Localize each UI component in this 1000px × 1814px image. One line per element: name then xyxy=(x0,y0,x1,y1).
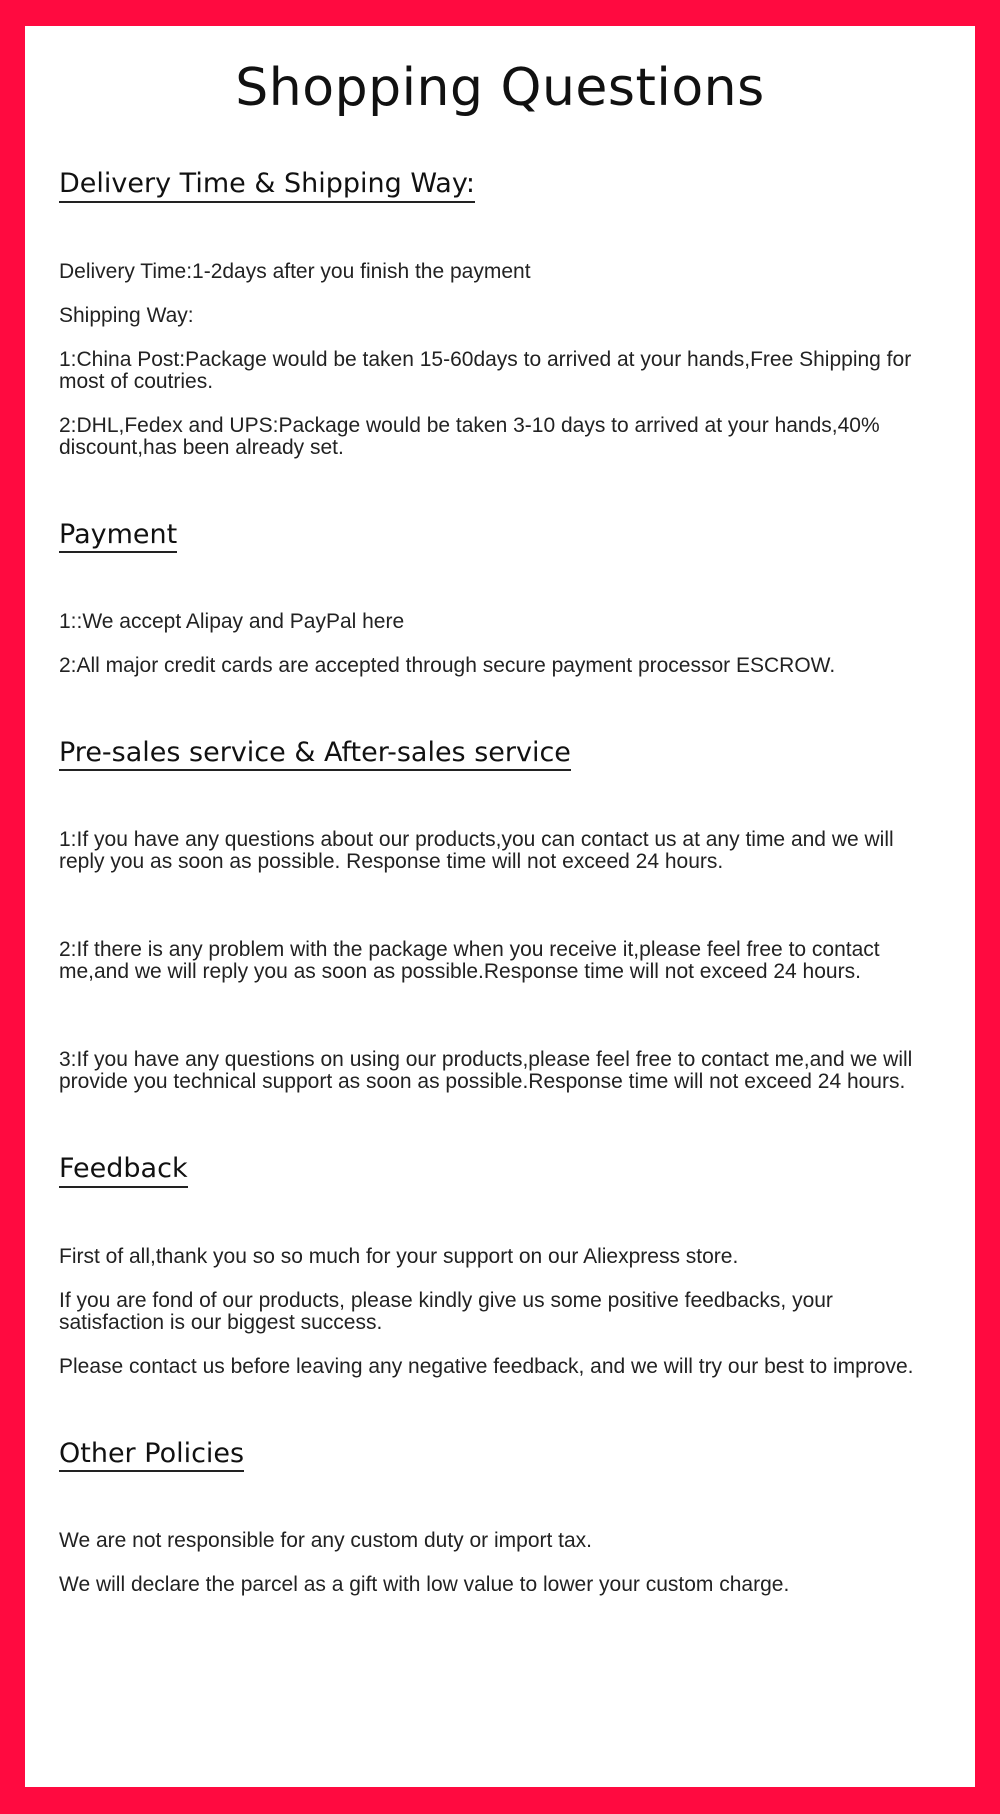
paragraph: Delivery Time:1-2days after you finish the payment xyxy=(59,259,531,283)
paragraph: 2:All major credit cards are accepted through secure payment processor ESCROW. xyxy=(59,653,836,677)
section-heading-feedback: Feedback xyxy=(59,1153,188,1187)
paragraph: We are not responsible for any custom duty or import tax. xyxy=(59,1529,593,1553)
section-delivery xyxy=(59,168,941,458)
paragraph: 1:If you have any questions about our products,you can contact us at any time and we will reply you as soon as possible. Response time will not exceed 24 hours. xyxy=(59,828,894,874)
paragraph: If you are fond of our products, please kindly give us some positive feedbacks, your satisfaction is our biggest success. xyxy=(59,1288,833,1334)
content-panel xyxy=(25,26,975,1787)
paragraph: Please contact us before leaving any negative feedback, and we will try our best to improve. xyxy=(59,1354,914,1378)
section-heading-delivery: Delivery Time & Shipping Way: xyxy=(59,168,475,202)
paragraph: Shipping Way: xyxy=(59,303,194,327)
section-heading-service: Pre-sales service & After-sales service xyxy=(59,737,571,771)
paragraph: 2:If there is any problem with the package when you receive it,please feel free to contact me,and we will reply you as soon as possible.Response time will not exceed 24 hours. xyxy=(59,938,880,984)
section-feedback xyxy=(59,1153,941,1377)
section-other-policies xyxy=(59,1438,941,1596)
paragraph: We will declare the parcel as a gift with low value to lower your custom charge. xyxy=(59,1573,790,1597)
paragraph: 1::We accept Alipay and PayPal here xyxy=(59,609,405,633)
paragraph: 2:DHL,Fedex and UPS:Package would be taken 3-10 days to arrived at your hands,40% discount,has been already set. xyxy=(59,413,880,459)
section-heading-payment: Payment xyxy=(59,519,177,553)
page-title: Shopping Questions xyxy=(235,58,765,118)
paragraph: 3:If you have any questions on using our products,please feel free to contact me,and we will provide you technical support as soon as possible.Response time will not exceed 24 hours. xyxy=(59,1048,913,1094)
section-heading-other-policies: Other Policies xyxy=(59,1438,244,1472)
section-payment xyxy=(59,519,941,677)
paragraph: First of all,thank you so so much for your support on our Aliexpress store. xyxy=(59,1244,739,1268)
paragraph: 1:China Post:Package would be taken 15-60days to arrived at your hands,Free Shipping for most of coutries. xyxy=(59,347,912,393)
section-service xyxy=(59,737,941,1093)
